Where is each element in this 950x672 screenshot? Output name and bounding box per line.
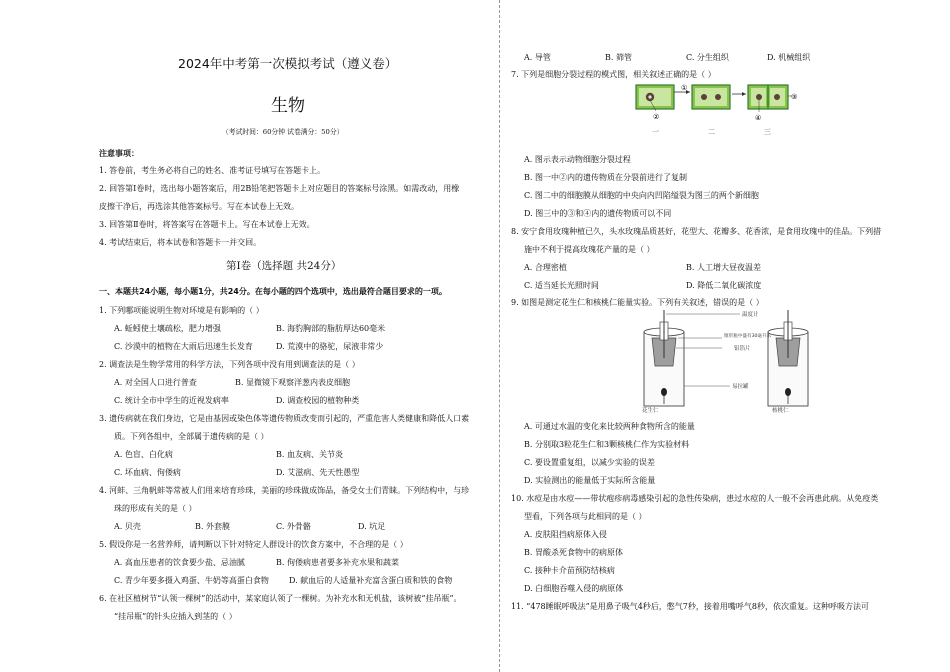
option: D. 机械组织	[767, 53, 811, 62]
option: B. 外套膜	[195, 522, 230, 531]
option: D. 坑足	[358, 522, 386, 531]
note-line: 1. 答卷前，考生务必将自己的姓名、准考证号填写在答题卡上。	[99, 166, 326, 175]
nucleus	[715, 94, 721, 100]
marker-3: ③	[791, 93, 798, 101]
option: A. 可通过水温的变化来比较两种食物所含的能量	[524, 422, 695, 431]
question-1: 1. 下列哪项能说明生物对环境是有影响的（ ）	[99, 306, 264, 315]
subject-title: 生物	[271, 96, 305, 116]
question-2: 2. 调查法是生物学常用的科学方法，下列各项中没有用到调查法的是（ ）	[99, 360, 360, 369]
question-8-cont: 施中不利于提高玫瑰花产量的是（ ）	[524, 245, 655, 254]
option: B. 海豹胸部的脂肪厚达60毫米	[276, 324, 386, 333]
option: D. 献血后的人适量补充富含蛋白质和铁的食物	[289, 576, 453, 585]
option: B. 筛管	[605, 53, 632, 62]
option: C. 沙漠中的植物在大雨后迅速生长发育	[114, 342, 253, 351]
section-title: 第Ⅰ卷（选择题 共24分）	[226, 260, 342, 272]
option: D. 降低二氧化碳浓度	[686, 281, 762, 290]
option: C. 坏血病、佝偻病	[114, 468, 181, 477]
label-two: 二	[708, 128, 715, 136]
option: D. 白细胞吞噬入侵的病原体	[524, 584, 624, 593]
question-7: 7. 下列是细胞分裂过程的模式图，相关叙述正确的是（ ）	[511, 70, 716, 79]
nucleus	[701, 94, 707, 100]
option: A. 对全国人口进行普查	[114, 378, 197, 387]
question-11: 11. “478睡眠呼吸法”是用鼻子吸气4秒后，憋气7秒，接着用嘴呼气8秒，依次重复。这种呼吸方法可	[511, 602, 869, 611]
label-peanut: 花生仁	[642, 408, 659, 414]
option: C. 统计全市中学生的近视发病率	[114, 396, 229, 405]
question-10-cont: 型看，下列各项与此相同的是（ ）	[524, 512, 647, 521]
energy-experiment-figure	[636, 308, 826, 414]
notes-heading: 注意事项：	[99, 149, 139, 158]
option: C. 分生组织	[686, 53, 729, 62]
label-foil: 铝箔片	[734, 346, 751, 352]
question-6: 6. 在社区植树节“认领一棵树”的活动中，某家庭认领了一棵树。为补充水和无机盐，该树被“挂吊瓶”。	[99, 594, 462, 603]
option: A. 导管	[524, 53, 551, 62]
option: B. 分别取3粒花生仁和3颗核桃仁作为实验材料	[524, 440, 690, 449]
question-3: 3. 遗传病就在我们身边，它是由基因或染色体等遗传物质改变而引起的，严重危害人类健康和降低人口素	[99, 414, 470, 423]
option: D. 荒漠中的骆驼，尿液非常少	[276, 342, 384, 351]
option: D. 图三中的③和④内的遗传物质可以不同	[524, 209, 672, 218]
column-divider	[499, 0, 500, 672]
marker-2: ②	[653, 113, 660, 121]
note-line: 2. 回答第Ⅰ卷时，选出每小题答案后，用2B铅笔把答题卡上对应题目的答案标号涂黑。如需改动，用橡	[99, 184, 460, 193]
label-thermometer: 温度计	[742, 312, 759, 318]
label-walnut: 核桃仁	[772, 408, 789, 414]
option: D. 调查校园的植物种类	[276, 396, 360, 405]
option: D. 艾滋病、先天性愚型	[276, 468, 360, 477]
option: B. 佝偻病患者要多补充水果和蔬菜	[276, 558, 399, 567]
question-4: 4. 河蚌、三角帆蚌等常被人们用来培育珍珠，美丽的珍珠做成饰品，备受女士们青睐。下列结构中，与珍	[99, 486, 470, 495]
question-5: 5. 假设你是一名营养师，请判断以下针对特定人群设计的饮食方案中，不合理的是（ ）	[99, 540, 408, 549]
marker-1: ①	[681, 84, 688, 92]
section-instruction: 一、本题共24小题，每小题1分，共24分。在每小题的四个选项中，选出最符合题目要求的一项。	[99, 287, 447, 296]
note-line: 皮擦干净后，再选涂其他答案标号。写在本试卷上无效。	[99, 202, 299, 211]
option: A. 色盲、白化病	[114, 450, 173, 459]
question-4-cont: 珠的形成有关的是（ ）	[114, 504, 197, 513]
option: B. 显微镜下观察洋葱内表皮细胞	[235, 378, 350, 387]
option: A. 高血压患者的饮食要少盐、忌油腻	[114, 558, 245, 567]
note-line: 3. 回答第Ⅱ卷时，将答案写在答题卡上。写在本试卷上无效。	[99, 220, 315, 229]
option: D. 实验测出的能量低于实际所含能量	[524, 476, 656, 485]
label-can: 易拉罐	[732, 384, 749, 390]
cytoplasm	[639, 88, 671, 106]
option: A. 蚯蚓使土壤疏松，肥力增强	[114, 324, 221, 333]
question-8: 8. 安宁食用玫瑰种植已久，头水玫瑰品质甚好，花型大、花瓣多、花香浓，是食用玫瑰中的佳品。下列措	[511, 227, 882, 236]
option: C. 图二中的细胞膜从细胞的中央向内凹陷缢裂为图三的两个新细胞	[524, 191, 759, 200]
question-6-cont: “挂吊瓶”的针头应插入到茎的（ ）	[114, 612, 237, 621]
option: C. 适当延长光照时间	[524, 281, 599, 290]
question-9: 9. 如图是测定花生仁和核桃仁能量实验。下列有关叙述，错误的是（ ）	[511, 298, 764, 307]
label-three: 三	[764, 128, 771, 136]
option: B. 人工增大昼夜温差	[686, 263, 761, 272]
exam-title: 2024年中考第一次模拟考试（遵义卷）	[178, 56, 398, 71]
option: A. 贝壳	[114, 522, 141, 531]
flame-right	[785, 388, 791, 396]
option: C. 青少年要多摄入鸡蛋、牛奶等高蛋白食物	[114, 576, 269, 585]
exam-info: （考试时间：60分钟 试卷满分：50分）	[222, 128, 344, 136]
cell-division-figure	[628, 82, 798, 138]
option: C. 要设置重复组，以减少实验的误差	[524, 458, 655, 467]
question-3-cont: 质。下列各组中，全部属于遗传病的是（ ）	[114, 432, 269, 441]
option: B. 血友病、关节炎	[276, 450, 343, 459]
marker-4: ④	[755, 114, 762, 122]
note-line: 4. 考试结束后，将本试卷和答题卡一并交回。	[99, 238, 262, 247]
nucleus	[774, 94, 780, 100]
nucleus	[756, 94, 762, 100]
option: A. 图示表示动物细胞分裂过程	[524, 155, 631, 164]
option: A. 合理密植	[524, 263, 567, 272]
option: B. 图一中②内的遗传物质在分裂前进行了复制	[524, 173, 687, 182]
option: C. 外骨骼	[276, 522, 311, 531]
option: A. 皮肤阻挡病原体入侵	[524, 530, 607, 539]
option: C. 接种卡介苗预防结核病	[524, 566, 615, 575]
label-one: 一	[652, 128, 659, 136]
question-10: 10. 水痘是由水痘——带状疱疹病毒感染引起的急性传染病，患过水痘的人一般不会再患此病。从免疫类	[511, 494, 879, 503]
option: B. 胃酸杀死食物中的病原体	[524, 548, 623, 557]
flame-left	[661, 388, 667, 396]
label-flask-water: 锥形瓶中盛有30毫升水	[724, 334, 772, 339]
